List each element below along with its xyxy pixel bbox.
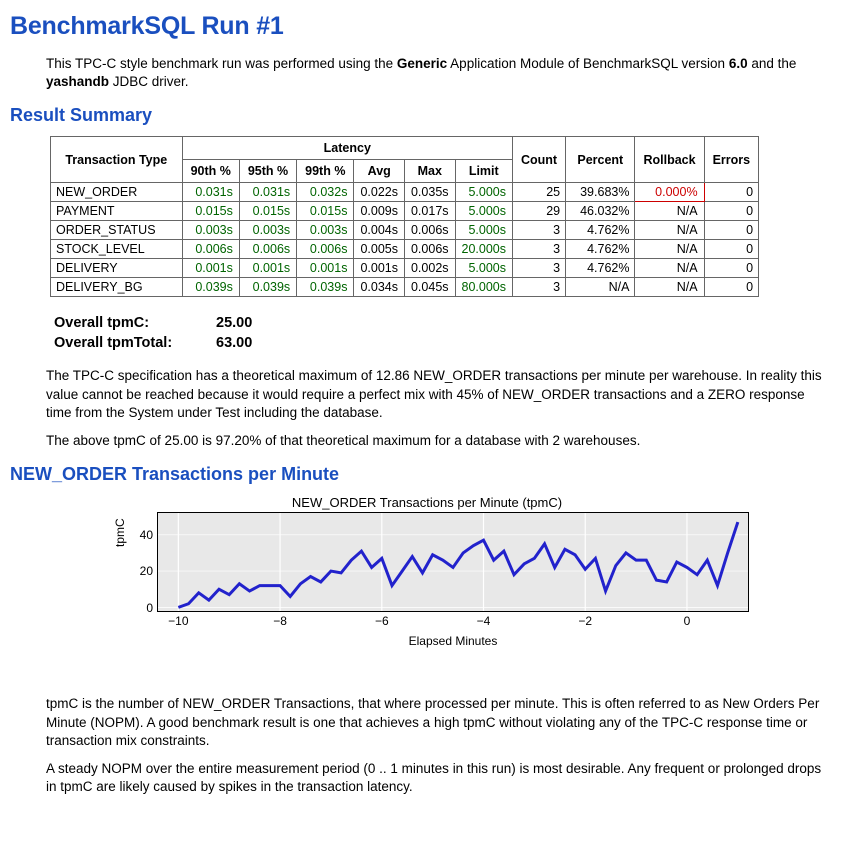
cell-p99: 0.032s — [297, 183, 354, 202]
above-tpmc-note: The above tpmC of 25.00 is 97.20% of that theoretical maximum for a database with 2 warehouses. — [46, 433, 641, 449]
cell-count: 3 — [513, 259, 566, 278]
intro-text-c: and the — [747, 56, 797, 71]
result-summary-table-wrapper — [10, 136, 844, 297]
col-p95: 95th % — [239, 160, 296, 183]
col-latency-group: Latency — [182, 137, 512, 160]
cell-p90: 0.015s — [182, 202, 239, 221]
chart-x-tick: 0 — [683, 614, 691, 629]
cell-max: 0.002s — [404, 259, 455, 278]
cell-p90: 0.039s — [182, 278, 239, 297]
cell-rollback: 0.000% — [635, 183, 704, 202]
totals-block — [10, 315, 844, 351]
col-percent: Percent — [566, 137, 635, 183]
col-transaction-type: Transaction Type — [51, 137, 183, 183]
intro-text-d: JDBC driver. — [109, 74, 189, 90]
cell-p95: 0.015s — [239, 202, 296, 221]
cell-rollback: N/A — [635, 278, 704, 297]
cell-p95: 0.031s — [239, 183, 296, 202]
col-max: Max — [404, 160, 455, 183]
chart-y-tick: 40 — [139, 528, 153, 543]
overall-tpmtotal-row — [54, 335, 844, 351]
cell-limit: 5.000s — [455, 259, 512, 278]
chart-x-tick: −10 — [168, 614, 189, 629]
overall-tpmtotal-label: Overall tpmTotal: — [54, 335, 173, 352]
cell-percent: 4.762% — [566, 259, 635, 278]
overall-tpmc-value: 25.00 — [216, 315, 253, 332]
col-count: Count — [513, 137, 566, 183]
cell-count: 3 — [513, 240, 566, 259]
col-limit: Limit — [455, 160, 512, 183]
cell-limit: 5.000s — [455, 183, 512, 202]
chart-title: NEW_ORDER Transactions per Minute (tpmC) — [291, 495, 563, 511]
theoretical-maximum-note: The TPC-C specification has a theoretical maximum of 12.86 NEW_ORDER transactions per minute per warehouse. In reality this value cannot be reached because it would require a perfect mix with 45% of NEW_ORDER transactions and a ZERO response time from the System under Test including the database. — [46, 368, 822, 420]
cell-max: 0.006s — [404, 221, 455, 240]
cell-transaction-type: STOCK_LEVEL — [51, 240, 183, 259]
cell-errors: 0 — [704, 221, 759, 240]
cell-count: 3 — [513, 221, 566, 240]
cell-percent: N/A — [566, 278, 635, 297]
cell-limit: 5.000s — [455, 202, 512, 221]
result-summary-table — [50, 136, 759, 297]
chart-line-svg — [158, 513, 748, 611]
table-row — [51, 202, 759, 221]
cell-percent: 4.762% — [566, 221, 635, 240]
cell-rollback: N/A — [635, 259, 704, 278]
cell-limit: 5.000s — [455, 221, 512, 240]
cell-rollback: N/A — [635, 240, 704, 259]
cell-errors: 0 — [704, 183, 759, 202]
cell-transaction-type: ORDER_STATUS — [51, 221, 183, 240]
cell-rollback: N/A — [635, 202, 704, 221]
cell-percent: 39.683% — [566, 183, 635, 202]
cell-p90: 0.003s — [182, 221, 239, 240]
cell-transaction-type: NEW_ORDER — [51, 183, 183, 202]
cell-p90: 0.006s — [182, 240, 239, 259]
page-title: BenchmarkSQL Run #1 — [10, 12, 284, 40]
cell-transaction-type: DELIVERY_BG — [51, 278, 183, 297]
cell-avg: 0.022s — [354, 183, 405, 202]
overall-tpmc-label: Overall tpmC: — [54, 315, 150, 332]
intro-driver: yashandb — [46, 74, 110, 90]
table-row — [51, 278, 759, 297]
chart-section-heading — [10, 464, 844, 485]
overall-tpmtotal-value: 63.00 — [216, 335, 253, 352]
cell-p95: 0.001s — [239, 259, 296, 278]
cell-max: 0.045s — [404, 278, 455, 297]
cell-avg: 0.034s — [354, 278, 405, 297]
table-row — [51, 221, 759, 240]
cell-p99: 0.015s — [297, 202, 354, 221]
chart-heading-prefix: NEW_ORDER — [10, 464, 128, 485]
table-row — [51, 240, 759, 259]
cell-p90: 0.031s — [182, 183, 239, 202]
table-row — [51, 259, 759, 278]
table-head — [51, 137, 759, 183]
cell-errors: 0 — [704, 202, 759, 221]
cell-p95: 0.006s — [239, 240, 296, 259]
cell-percent: 4.762% — [566, 240, 635, 259]
table-header-row-1 — [51, 137, 759, 160]
cell-avg: 0.001s — [354, 259, 405, 278]
intro-text-a: This TPC-C style benchmark run was performed using the — [46, 56, 397, 71]
cell-rollback: N/A — [635, 221, 704, 240]
chart-y-tick: 20 — [139, 564, 153, 579]
cell-count: 3 — [513, 278, 566, 297]
chart-plot-area — [139, 512, 749, 629]
cell-max: 0.035s — [404, 183, 455, 202]
cell-avg: 0.009s — [354, 202, 405, 221]
intro-paragraph — [10, 55, 844, 91]
cell-errors: 0 — [704, 278, 759, 297]
col-rollback: Rollback — [635, 137, 704, 183]
cell-p90: 0.001s — [182, 259, 239, 278]
chart-x-tick: −4 — [476, 614, 491, 629]
col-errors: Errors — [704, 137, 759, 183]
cell-errors: 0 — [704, 240, 759, 259]
cell-max: 0.006s — [404, 240, 455, 259]
intro-module-name: Generic — [396, 56, 448, 71]
chart-x-axis-label: Elapsed Minutes — [408, 634, 498, 649]
table-row — [51, 183, 759, 202]
cell-p99: 0.039s — [297, 278, 354, 297]
cell-avg: 0.004s — [354, 221, 405, 240]
cell-limit: 80.000s — [455, 278, 512, 297]
chart-x-tick: −6 — [374, 614, 389, 629]
col-p90: 90th % — [182, 160, 239, 183]
col-p99: 99th % — [297, 160, 354, 183]
cell-p99: 0.001s — [297, 259, 354, 278]
cell-p95: 0.039s — [239, 278, 296, 297]
cell-transaction-type: PAYMENT — [51, 202, 183, 221]
intro-version: 6.0 — [728, 56, 748, 71]
cell-p95: 0.003s — [239, 221, 296, 240]
chart-y-axis-label: tpmC — [113, 518, 127, 548]
chart-x-tick: −8 — [273, 614, 287, 629]
intro-text-b: Application Module of BenchmarkSQL version — [447, 56, 729, 71]
cell-limit: 20.000s — [455, 240, 512, 259]
tpmc-definition-note: tpmC is the number of NEW_ORDER Transactions, that where processed per minute. This is often referred to as New Orders Per Minute (NOPM). A good benchmark result is one that achieves a high tpmC without violating any of the TPC-C response time or transaction mix constraints. — [46, 696, 820, 748]
chart-y-tick: 0 — [146, 600, 153, 615]
tpmc-chart — [67, 495, 787, 665]
table-body — [51, 183, 759, 297]
cell-p99: 0.006s — [297, 240, 354, 259]
steady-nopm-note: A steady NOPM over the entire measurement period (0 .. 1 minutes in this run) is most desirable. Any frequent or prolonged drops in tpmC are likely caused by spikes in the transaction latency. — [46, 760, 822, 795]
cell-errors: 0 — [704, 259, 759, 278]
cell-percent: 46.032% — [566, 202, 635, 221]
cell-count: 25 — [513, 183, 566, 202]
chart-heading-rest: Transactions per Minute — [127, 464, 340, 485]
cell-max: 0.017s — [404, 202, 455, 221]
cell-avg: 0.005s — [354, 240, 405, 259]
overall-tpmc-row — [54, 315, 844, 331]
chart-x-tick: −2 — [578, 614, 593, 629]
cell-transaction-type: DELIVERY — [51, 259, 183, 278]
col-avg: Avg — [354, 160, 405, 183]
tpmc-chart-area — [10, 495, 844, 665]
footer-notes — [10, 695, 844, 796]
result-summary-heading: Result Summary — [10, 105, 153, 126]
cell-count: 29 — [513, 202, 566, 221]
cell-p99: 0.003s — [297, 221, 354, 240]
